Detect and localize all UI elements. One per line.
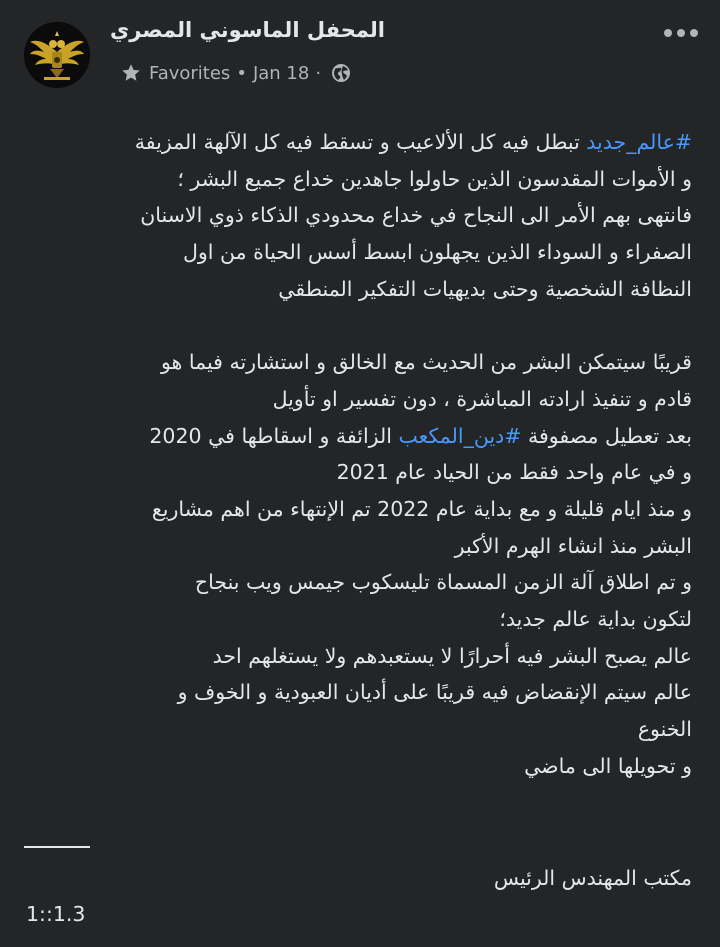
more-options-icon[interactable] (664, 26, 698, 40)
post-signature: مكتب المهندس الرئيس (493, 866, 692, 890)
post-header (0, 0, 720, 110)
globe-icon (331, 63, 351, 83)
meta-separator: • (236, 62, 247, 84)
audience-label[interactable]: Favorites (149, 62, 231, 84)
post-line: قريبًا سيتمكن البشر من الحديث مع الخالق و استشارته فيما هو (160, 350, 692, 375)
post-line: الخنوع (637, 717, 692, 741)
divider-line (24, 846, 90, 848)
post-body (24, 124, 692, 784)
post-line: النظافة الشخصية وحتى بديهيات التفكير المنطقي (278, 276, 692, 301)
post-code: 1::1.3 (26, 902, 86, 926)
hashtag-link[interactable]: #دين_المكعب (398, 423, 522, 448)
post-line (24, 124, 692, 161)
post-line: و منذ ايام قليلة و مع بداية عام 2022 تم الإنتهاء من اهم مشاريع (151, 496, 692, 521)
post-line (24, 418, 692, 455)
masonic-eagle-logo-icon (24, 22, 90, 88)
page-avatar[interactable] (24, 22, 90, 88)
post-line: قادم و تنفيذ ارادته المباشرة ، دون تفسير او تأويل (272, 386, 692, 411)
post-line: عالم يصبح البشر فيه أحرارًا لا يستعبدهم ولا يستغلهم احد (212, 643, 692, 668)
post-line: عالم سيتم الإنقضاض فيه قريبًا على أديان العبودية و الخوف و (177, 680, 692, 705)
post-line: فانتهى بهم الأمر الى النجاح في خداع محدودي الذكاء ذوي الاسنان (140, 203, 692, 228)
star-icon (120, 62, 142, 84)
post-line: و في عام واحد فقط من الحياد عام 2021 (336, 460, 692, 485)
post-line: البشر منذ انشاء الهرم الأكبر (454, 533, 692, 558)
post-line-text: الزائفة و اسقاطها في 2020 (149, 423, 399, 448)
blank-line (24, 307, 692, 344)
post-line: و الأموات المقدسون الذين حاولوا جاهدين خداع جميع البشر ؛ (177, 166, 692, 191)
post-author-name[interactable]: المحفل الماسوني المصري (110, 18, 385, 42)
post-meta (120, 60, 351, 86)
post-line: و تم اطلاق آلة الزمن المسماة تليسكوب جيمس ويب بنجاح (194, 570, 692, 595)
meta-separator: · (315, 62, 322, 84)
post-line: و تحويلها الى ماضي (524, 753, 692, 778)
hashtag-link[interactable]: #عالم_جديد (586, 130, 692, 154)
post-line: الصفراء و السوداء الذين يجهلون ابسط أسس الحياة من اول (183, 240, 692, 265)
post-date[interactable]: Jan 18 (252, 62, 310, 84)
post-line-text: تبطل فيه كل الألاعيب و تسقط فيه كل الآلهة المزيفة (134, 130, 587, 154)
post-line-text: بعد تعطيل مصفوفة (521, 423, 692, 448)
post-line: لتكون بداية عالم جديد؛ (499, 606, 692, 631)
